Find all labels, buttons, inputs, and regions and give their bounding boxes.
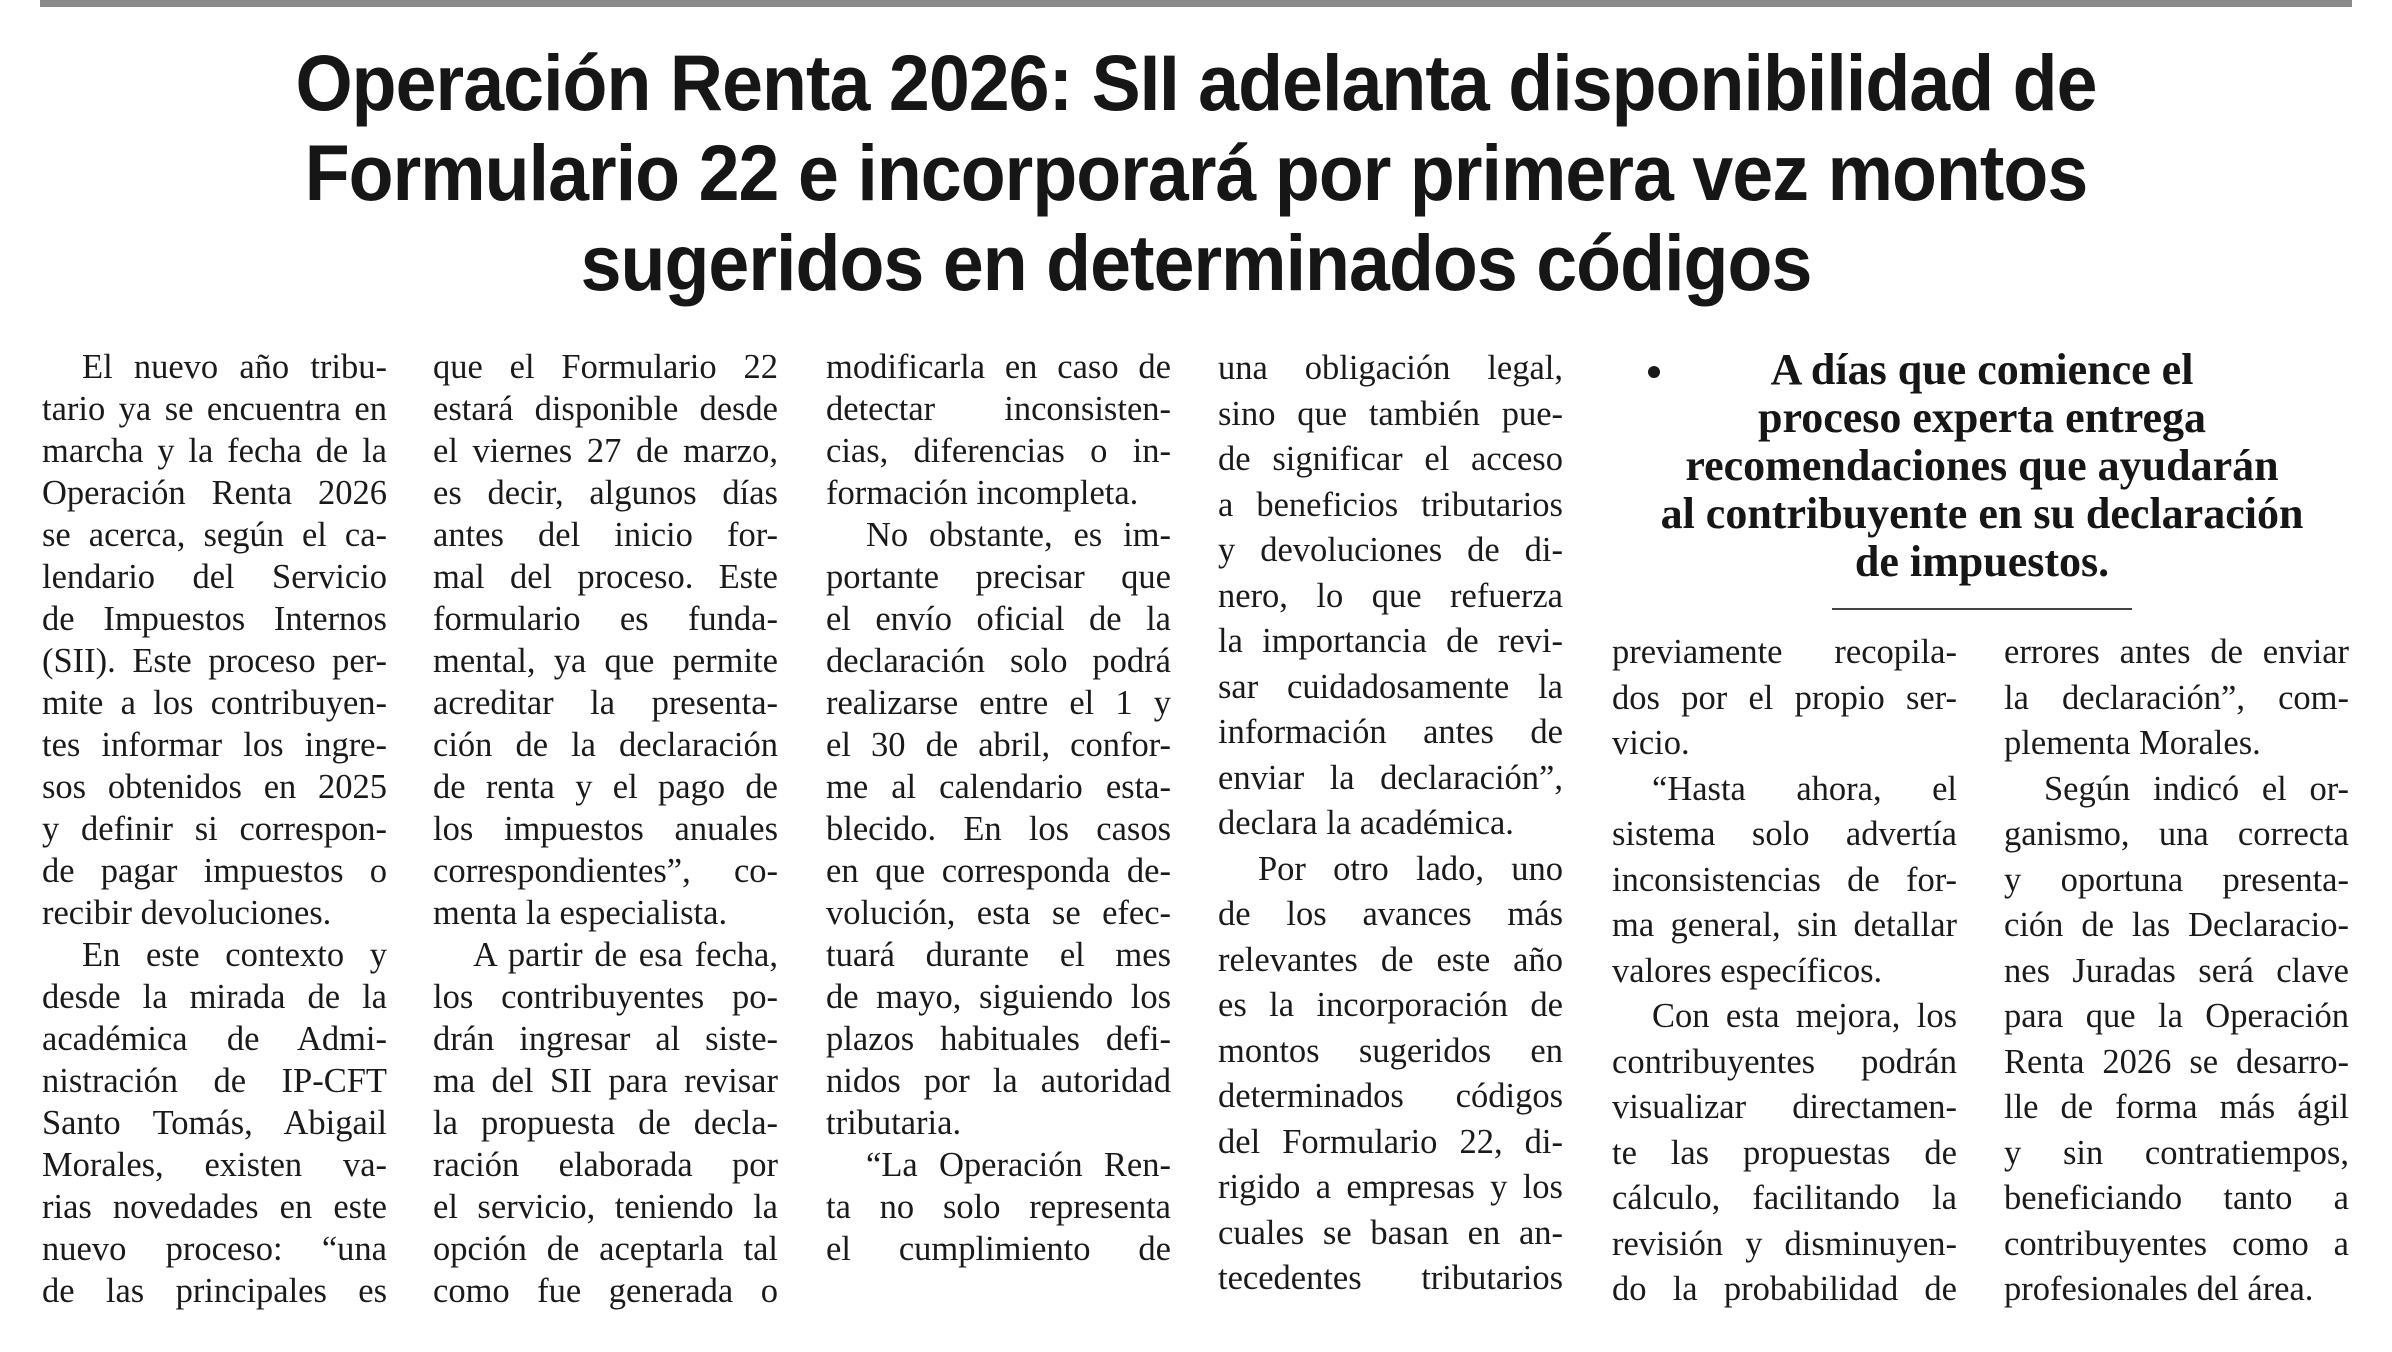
text-line: lendario del Servicio xyxy=(42,558,387,596)
text-line: nuevo proceso: “una xyxy=(42,1230,387,1268)
text-line: marcha y la fecha de la xyxy=(42,432,387,470)
text-line: es decir, algunos días xyxy=(433,474,778,512)
headline-line: Operación Renta 2026: SII adelanta disponibilidad de xyxy=(295,38,2097,127)
text-line: el cumplimiento de xyxy=(826,1230,1171,1268)
text-line: plementa Morales. xyxy=(2004,724,2261,762)
text-line: es la incorporación de xyxy=(1218,986,1563,1024)
text-line: Morales, existen va- xyxy=(42,1146,387,1184)
bullet-icon xyxy=(1648,366,1660,378)
text-line: detectar inconsisten- xyxy=(826,390,1171,428)
text-line: declara la académica. xyxy=(1218,804,1514,842)
article-column-3 xyxy=(826,346,1171,1270)
text-line: se acerca, según el ca- xyxy=(42,516,387,554)
text-line: nistración de IP-CFT xyxy=(42,1062,387,1100)
text-line: menta la especialista. xyxy=(433,894,728,932)
article-column-4 xyxy=(1218,346,1563,1302)
text-line: El nuevo año tribu- xyxy=(82,348,387,386)
text-line: nidos por la autoridad xyxy=(826,1062,1171,1100)
text-line: dos por el propio ser- xyxy=(1612,678,1957,717)
text-line: No obstante, es im- xyxy=(866,516,1171,554)
text-line: plazos habituales defi- xyxy=(826,1020,1171,1058)
text-line: la declaración”, com- xyxy=(2004,678,2349,717)
text-line: cias, diferencias o in- xyxy=(826,432,1171,470)
text-line: de significar el acceso xyxy=(1218,440,1563,478)
text-line: en que corresponda de- xyxy=(826,852,1171,890)
text-line: de renta y el pago de xyxy=(433,768,778,806)
text-line: rigido a empresas y los xyxy=(1218,1168,1563,1206)
text-line: el envío oficial de la xyxy=(826,600,1171,638)
text-line: nes Juradas será clave xyxy=(2004,951,2349,990)
text-line: determinados códigos xyxy=(1218,1077,1563,1115)
text-line: nero, lo que refuerza xyxy=(1218,576,1563,615)
text-line: tuará durante el mes xyxy=(826,936,1171,974)
text-line: Renta 2026 se desarro- xyxy=(2004,1042,2349,1081)
text-line: tario ya se encuentra en xyxy=(42,390,387,428)
text-line: (SII). Este proceso per- xyxy=(42,642,387,680)
subheading-divider xyxy=(1832,608,2132,610)
text-line: portante precisar que xyxy=(826,558,1171,596)
text-line: de mayo, siguiendo los xyxy=(826,978,1171,1016)
text-line: tes informar los ingre- xyxy=(42,726,387,764)
text-line: ción de la declaración xyxy=(433,726,778,764)
text-line: de Impuestos Internos xyxy=(42,600,387,638)
text-line: Por otro lado, uno xyxy=(1258,849,1563,888)
text-line: y definir si correspon- xyxy=(42,810,387,848)
text-line: contribuyentes podrán xyxy=(1612,1042,1957,1081)
text-line: acreditar la presenta- xyxy=(433,684,778,722)
text-line: realizarse entre el 1 y xyxy=(826,684,1171,722)
text-line: del Formulario 22, di- xyxy=(1218,1122,1563,1161)
text-line: recibir devoluciones. xyxy=(42,894,332,932)
text-line: estará disponible desde xyxy=(433,390,778,428)
top-rule xyxy=(40,0,2352,7)
text-line: el viernes 27 de marzo, xyxy=(433,432,778,470)
text-line: ración elaborada por xyxy=(433,1146,778,1184)
article-column-2 xyxy=(433,346,778,1312)
text-line: una obligación legal, xyxy=(1218,349,1563,387)
text-line: a beneficios tributarios xyxy=(1218,485,1563,524)
subheading-line: de impuestos. xyxy=(1854,537,2110,586)
text-line: de los avances más xyxy=(1218,895,1563,933)
text-line: que el Formulario 22 xyxy=(433,348,778,386)
text-line: contribuyentes como a xyxy=(2004,1224,2349,1263)
text-line: sino que también pue- xyxy=(1218,394,1563,433)
text-line: Operación Renta 2026 xyxy=(42,474,387,512)
subheading-box xyxy=(1612,346,2352,586)
subheading xyxy=(1612,346,2352,586)
text-line: ma del SII para revisar xyxy=(433,1062,778,1100)
headline-line: Formulario 22 e incorporará por primera vez montos xyxy=(304,128,2088,217)
text-line: sos obtenidos en 2025 xyxy=(42,768,387,806)
subheading-line: proceso experta entrega xyxy=(1757,393,2206,442)
text-line: y sin contratiempos, xyxy=(2004,1133,2349,1172)
text-line: relevantes de este año xyxy=(1218,940,1563,979)
text-line: tributaria. xyxy=(826,1104,962,1142)
text-line: formulario es funda- xyxy=(433,600,778,638)
text-line: sistema solo advertía xyxy=(1612,815,1957,853)
text-line: declaración solo podrá xyxy=(826,642,1171,680)
text-line: mal del proceso. Este xyxy=(433,558,778,596)
text-line: En este contexto y xyxy=(82,936,387,974)
text-line: información antes de xyxy=(1218,713,1563,751)
text-line: desde la mirada de la xyxy=(42,978,387,1016)
subheading-line: A días que comience el xyxy=(1770,345,2194,394)
text-line: y oportuna presenta- xyxy=(2004,860,2349,899)
text-line: previamente recopila- xyxy=(1612,633,1957,671)
text-line: beneficiando tanto a xyxy=(2004,1179,2349,1217)
text-line: blecido. En los casos xyxy=(826,810,1171,848)
text-line: lle de forma más ágil xyxy=(2004,1088,2349,1126)
text-line: Según indicó el or- xyxy=(2044,769,2349,808)
text-line: profesionales del área. xyxy=(2004,1270,2314,1308)
text-line: mite a los contribuyen- xyxy=(42,684,387,722)
text-line: los contribuyentes po- xyxy=(433,978,778,1016)
text-line: correspondientes”, co- xyxy=(433,852,778,890)
text-line: ción de las Declaracio- xyxy=(2004,906,2349,944)
text-line: antes del inicio for- xyxy=(433,516,778,554)
text-line: vicio. xyxy=(1612,724,1690,762)
text-line: te las propuestas de xyxy=(1612,1133,1957,1172)
text-line: ma general, sin detallar xyxy=(1612,906,1957,944)
text-line: modificarla en caso de xyxy=(826,348,1171,386)
text-line: Con esta mejora, los xyxy=(1652,997,1957,1035)
text-line: de las principales es xyxy=(42,1272,387,1310)
text-line: tecedentes tributarios xyxy=(1218,1259,1563,1297)
text-line: do la probabilidad de xyxy=(1612,1270,1957,1308)
text-line: y devoluciones de di- xyxy=(1218,531,1563,569)
text-line: académica de Admi- xyxy=(42,1020,387,1058)
text-line: la propuesta de decla- xyxy=(433,1104,778,1142)
text-line: A partir de esa fecha, xyxy=(473,936,778,974)
text-line: “La Operación Ren- xyxy=(866,1146,1171,1184)
text-line: montos sugeridos en xyxy=(1218,1031,1563,1070)
text-line: formación incompleta. xyxy=(826,474,1139,512)
text-line: ganismo, una correcta xyxy=(2004,815,2349,853)
text-line: enviar la declaración”, xyxy=(1218,758,1563,797)
text-line: Santo Tomás, Abigail xyxy=(42,1104,387,1142)
text-line: valores específicos. xyxy=(1612,951,1883,990)
text-line: “Hasta ahora, el xyxy=(1652,769,1957,808)
text-line: errores antes de enviar xyxy=(2004,633,2349,671)
text-line: para que la Operación xyxy=(2004,997,2349,1035)
text-line: visualizar directamen- xyxy=(1612,1088,1957,1126)
text-line: como fue generada o xyxy=(433,1272,778,1310)
text-line: cálculo, facilitando la xyxy=(1612,1179,1957,1217)
text-line: drán ingresar al siste- xyxy=(433,1020,778,1058)
text-line: el servicio, teniendo la xyxy=(433,1188,778,1226)
text-line: mental, ya que permite xyxy=(433,642,778,680)
headline xyxy=(140,38,2253,308)
headline-line: sugeridos en determinados códigos xyxy=(580,218,1812,307)
text-line: cuales se basan en an- xyxy=(1218,1213,1563,1252)
text-line: me al calendario esta- xyxy=(826,768,1171,806)
text-line: los impuestos anuales xyxy=(433,810,778,848)
article-column-5 xyxy=(1612,630,1957,1313)
text-line: de pagar impuestos o xyxy=(42,852,387,890)
text-line: ta no solo representa xyxy=(826,1188,1171,1226)
text-line: inconsistencias de for- xyxy=(1612,860,1957,899)
text-line: opción de aceptarla tal xyxy=(433,1230,778,1268)
text-line: sar cuidadosamente la xyxy=(1218,667,1563,706)
text-line: volución, esta se efec- xyxy=(826,894,1171,932)
subheading-line: al contribuyente en su declaración xyxy=(1660,489,2304,538)
article-column-1 xyxy=(42,346,387,1312)
article-column-6 xyxy=(2004,630,2349,1313)
subheading-line: recomendaciones que ayudarán xyxy=(1685,441,2279,490)
text-line: revisión y disminuyen- xyxy=(1612,1224,1957,1263)
text-line: la importancia de revi- xyxy=(1218,622,1563,660)
text-line: rias novedades en este xyxy=(42,1188,387,1226)
text-line: el 30 de abril, confor- xyxy=(826,726,1171,764)
